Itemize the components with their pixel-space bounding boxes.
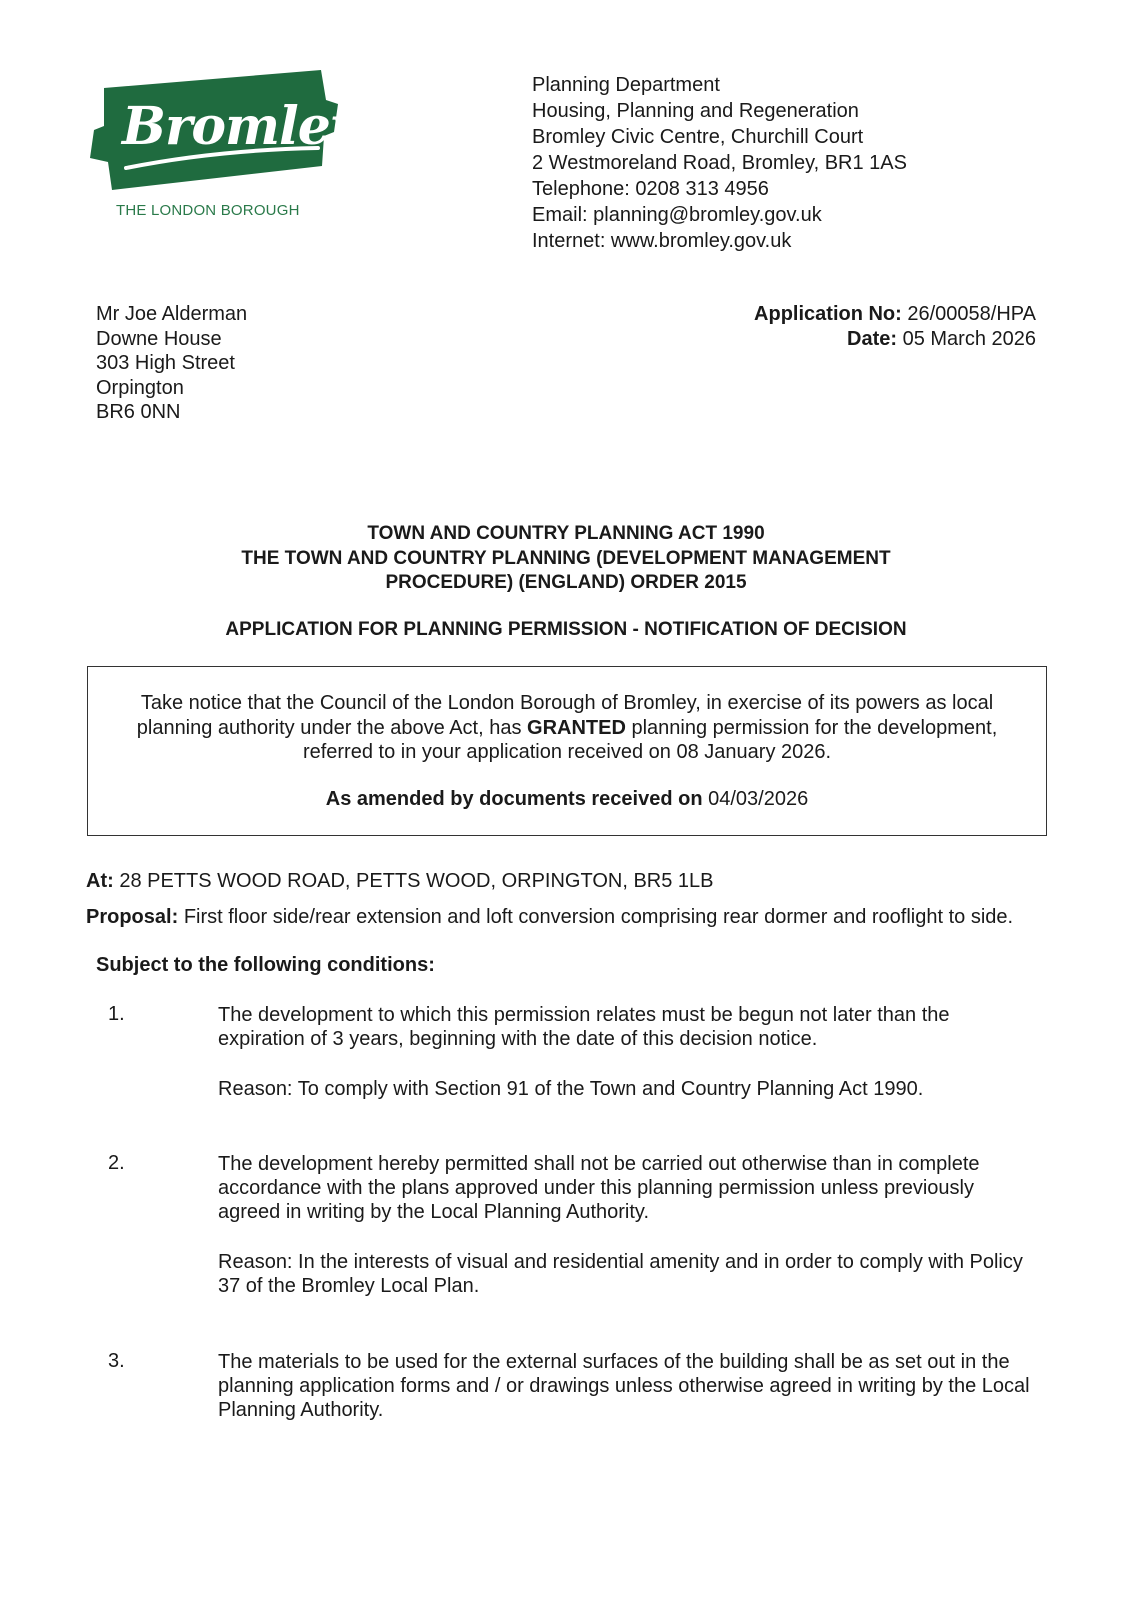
recipient-town: Orpington xyxy=(96,376,184,399)
condition-3-text: The materials to be used for the external surfaces of the building shall be as set out in the planning application forms and / or drawings unless otherwise agreed in writing by the Local Planning Authority. xyxy=(218,1351,1030,1421)
department-contact xyxy=(532,72,907,254)
dept-division: Housing, Planning and Regeneration xyxy=(532,100,859,122)
bromley-logo xyxy=(86,70,360,230)
notice-text-after: planning permission for the development, referred to in your application received on 08 January 2026. xyxy=(302,716,998,763)
act-line-3: PROCEDURE) (ENGLAND) ORDER 2015 xyxy=(385,572,747,593)
decision-notice-box xyxy=(87,666,1047,836)
act-heading xyxy=(0,522,1132,596)
dept-email: Email: planning@bromley.gov.uk xyxy=(532,204,822,226)
logo-wordmark: Bromley xyxy=(122,96,360,157)
application-date-label: Date: xyxy=(847,327,898,350)
site-label: At: xyxy=(86,870,114,892)
condition-2-reason: Reason: In the interests of visual and residential amenity and in order to comply with Policy 37 of the Bromley Local Plan. xyxy=(218,1251,1023,1297)
document-title: APPLICATION FOR PLANNING PERMISSION - NOTIFICATION OF DECISION xyxy=(225,619,907,640)
dept-website: Internet: www.bromley.gov.uk xyxy=(532,230,792,252)
decision-status: GRANTED xyxy=(527,716,626,739)
condition-1-reason: Reason: To comply with Section 91 of the Town and Country Planning Act 1990. xyxy=(218,1078,924,1100)
decision-notice-text xyxy=(106,691,1028,765)
dept-street: 2 Westmoreland Road, Bromley, BR1 1AS xyxy=(532,152,907,174)
recipient-line-3: 303 High Street xyxy=(96,352,235,374)
logo-tagline: THE LONDON BOROUGH xyxy=(116,202,300,219)
conditions-heading: Subject to the following conditions: xyxy=(96,954,435,976)
amended-line xyxy=(88,787,1046,812)
condition-1-number: 1. xyxy=(108,1003,125,1025)
application-number-value: 26/00058/HPA xyxy=(907,303,1036,325)
condition-3-number: 3. xyxy=(108,1350,125,1372)
proposal-label: Proposal: xyxy=(86,906,179,928)
application-date xyxy=(754,327,1036,352)
recipient-name: Mr Joe Alderman xyxy=(96,303,248,325)
recipient-postcode: BR6 0NN xyxy=(96,401,181,423)
condition-1-text: The development to which this permission relates must be begun not later than the expiration of 3 years, beginning with the date of this decision notice. xyxy=(218,1004,950,1050)
application-date-value: 05 March 2026 xyxy=(902,327,1036,350)
proposal xyxy=(86,906,1013,929)
recipient-line-2: Downe House xyxy=(96,327,222,350)
act-line-1: TOWN AND COUNTRY PLANNING ACT 1990 xyxy=(367,523,765,544)
notice-text-before: Take notice that the Council of the London Borough of Bromley, in exercise of its powers as local planning authority under the above Act, has xyxy=(136,692,994,739)
amended-date: 04/03/2026 xyxy=(708,788,809,810)
condition-2-number: 2. xyxy=(108,1152,125,1174)
application-number xyxy=(754,302,1036,327)
dept-telephone: Telephone: 0208 313 4956 xyxy=(532,178,769,200)
application-info xyxy=(754,302,1036,351)
act-line-2: THE TOWN AND COUNTRY PLANNING (DEVELOPMENT MANAGEMENT xyxy=(241,547,891,569)
site-value: 28 PETTS WOOD ROAD, PETTS WOOD, ORPINGTON, BR5 1LB xyxy=(119,870,714,892)
application-number-label: Application No: xyxy=(754,303,902,325)
amended-label: As amended by documents received on xyxy=(325,788,703,810)
site-address xyxy=(86,870,714,893)
proposal-value: First floor side/rear extension and loft conversion comprising rear dormer and rooflight to side. xyxy=(183,906,1014,928)
condition-2-text: The development hereby permitted shall not be carried out otherwise than in complete accordance with the plans approved under this planning permission unless previously agreed in writing by the Local Planning Authority. xyxy=(218,1153,980,1223)
recipient-address xyxy=(96,302,247,425)
dept-name: Planning Department xyxy=(532,74,720,96)
dept-building: Bromley Civic Centre, Churchill Court xyxy=(532,126,864,148)
